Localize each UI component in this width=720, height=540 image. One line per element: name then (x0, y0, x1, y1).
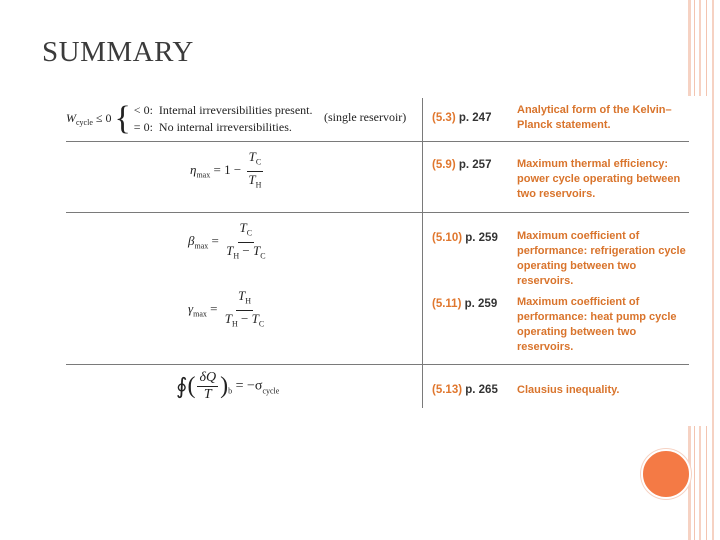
equation-thermal-efficiency: $\eta_{max} = 1$ − $\frac{T_C}{T_H}$ (190, 149, 262, 190)
decorative-stripe (712, 0, 714, 540)
equation-cop-refrigeration: $\beta_{max}$ = $\frac{T_C}{T_H - T_C}$ (188, 220, 266, 261)
row-divider (66, 364, 689, 365)
equation-reference: (5.13) p. 265 (432, 384, 498, 396)
decorative-circle (641, 449, 691, 499)
equation-description: Analytical form of the Kelvin–Planck statement. (517, 104, 672, 131)
equation-cop-heat-pump: $\gamma_{max}$ = $\frac{T_H}{T_H - T_C}$ (188, 288, 265, 329)
row-divider (66, 141, 689, 142)
equation-description: Clausius inequality. (517, 384, 620, 396)
equation-reference: (5.9) p. 257 (432, 159, 492, 171)
equation-kelvin-planck: $W_{cycle} \le 0$ { < 0: Internal irreversibilities present. = 0: No internal irreversibilities. (66, 100, 313, 137)
equation-note: (single reservoir) (324, 110, 407, 124)
summary-table (66, 98, 689, 408)
equation-description: Maximum coefficient of performance: refrigeration cycle operating between two reservoirs. (517, 230, 686, 287)
equation-reference: (5.11) p. 259 (432, 298, 498, 310)
slide-title: SUMMARY (42, 36, 194, 68)
equation-reference: (5.3) p. 247 (432, 112, 492, 124)
row-divider (66, 212, 689, 213)
column-divider (422, 98, 423, 408)
equation-description: Maximum coefficient of performance: heat pump cycle operating between two reservoirs. (517, 296, 677, 353)
equation-description: Maximum thermal efficiency: power cycle operating between two reservoirs. (517, 158, 681, 200)
equation-reference: (5.10) p. 259 (432, 232, 498, 244)
equation-clausius-inequality: ∮( $\frac{\delta Q}{T}$ )$_b = -\sigma_{cycle}$ (176, 370, 280, 402)
